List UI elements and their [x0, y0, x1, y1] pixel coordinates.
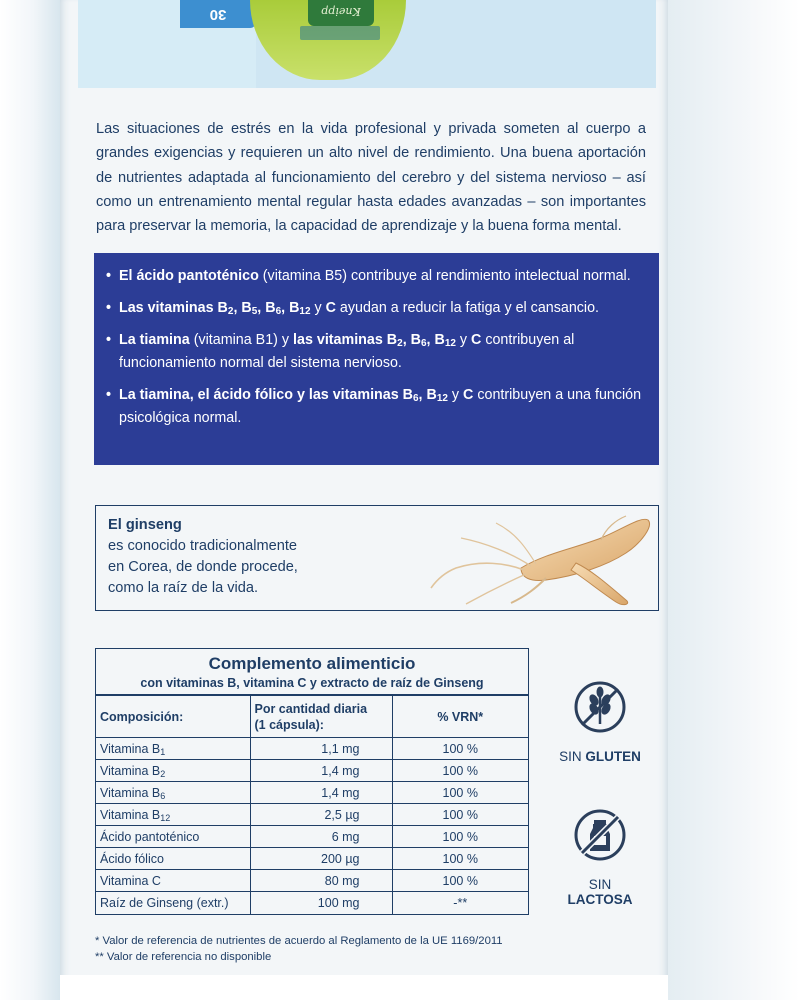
nutrient-name [96, 892, 250, 914]
ginseng-line: como la raíz de la vida. [108, 580, 259, 596]
table-row [96, 738, 528, 760]
nutrient-name [96, 826, 250, 848]
subscript: 6 [412, 393, 419, 404]
lactose-free-icon [573, 808, 627, 862]
benefit-bold-text: La tiamina [119, 332, 190, 348]
subscript: 12 [444, 338, 456, 349]
box-left-edge [0, 0, 60, 1000]
table-row [96, 782, 528, 804]
subscript: 6 [275, 306, 282, 317]
subscript: 2 [160, 768, 166, 779]
nutrient-label: Ácido fólico [100, 851, 164, 866]
header-line: (1 cápsula): [254, 717, 324, 732]
nutrient-vrn: -** [392, 892, 528, 914]
badge-bold: LACTOSA [567, 892, 633, 907]
subscript: 5 [251, 306, 258, 317]
nutrient-amount: 1,4 mg [250, 782, 392, 804]
table-header-row [96, 696, 528, 738]
badge-prefix: SIN [588, 877, 612, 892]
nutrient-name [96, 870, 250, 892]
ginseng-info-box [95, 505, 659, 611]
table-row [96, 870, 528, 892]
subscript: 2 [227, 306, 234, 317]
nutrition-header [96, 649, 528, 695]
subscript: 12 [436, 393, 448, 404]
benefit-item: • Las vitaminas $B_2$, $B_5$, $B_6$, $B_{12}$ y C ayudan a reducir la fatiga y el cansancio. [106, 297, 647, 320]
nutrition-subtitle: con vitaminas B, vitamina C y extracto de raíz de Ginseng [140, 676, 484, 690]
table-row [96, 826, 528, 848]
column-header-daily-amount [250, 696, 392, 738]
benefit-bold-text: La tiamina, el ácido fólico y las vitaminas $B_6$, $B_{12}$ [119, 387, 448, 404]
nutrient-amount: 1,1 mg [250, 738, 392, 760]
brand-logo-text: Kneipp [321, 5, 361, 18]
nutrient-name [96, 782, 250, 804]
footnotes [95, 933, 555, 965]
header-line: Por cantidad diaria [254, 701, 368, 716]
benefits-box [94, 253, 659, 465]
nutrient-vrn: 100 % [392, 782, 528, 804]
nutrient-name [96, 738, 250, 760]
footnote-vrn: * Valor de referencia de nutrientes de acuerdo al Reglamento de la UE 1169/2011 [95, 935, 503, 947]
nutrient-vrn: 100 % [392, 848, 528, 870]
subscript: 12 [299, 306, 311, 317]
vitamin-b-label: La tiamina, el ácido fólico y las vitaminas B [119, 387, 413, 403]
vitamin-c-label: C [325, 300, 336, 316]
brand-logo [308, 0, 374, 26]
nutrient-name [96, 848, 250, 870]
nutrient-amount: 80 mg [250, 870, 392, 892]
nutrient-label: Vitamina B [100, 785, 161, 800]
benefit-item: • La tiamina, el ácido fólico y las vitaminas $B_6$, $B_{12}$ y C contribuyen a una función psicológica normal. [106, 384, 647, 430]
benefit-text: ayudan a reducir la fatiga y el cansancio. [335, 300, 600, 316]
benefit-bold-text: las vitaminas $B_2$, $B_6$, $B_{12}$ [293, 332, 456, 349]
intro-paragraph: Las situaciones de estrés en la vida profesional y privada someten al cuerpo a grandes exigencias y requieren un alto nivel de rendimiento. Una buena aportación de nutrientes adaptada al funcionamiento del cerebro y del sistema nervioso – así como un entrenamiento mental regular hasta edades avanzadas – son importantes para preservar la memoria, la capacidad de aprendizaje y la buena forma mental. [96, 121, 646, 235]
subscript: 6 [420, 338, 427, 349]
nutrition-facts-table [95, 648, 529, 915]
benefit-text: contribuyen al funcionamiento normal del sistema nervioso. [119, 332, 575, 371]
column-header-composition: Composición: [96, 696, 250, 738]
ginseng-line: es conocido tradicionalmente [108, 538, 298, 554]
nutrient-vrn: 100 % [392, 870, 528, 892]
table-row [96, 804, 528, 826]
vitamin-b-label: Las vitaminas B [119, 300, 228, 316]
subscript: 6 [160, 790, 166, 801]
table-row [96, 892, 528, 914]
nutrient-vrn: 100 % [392, 804, 528, 826]
gluten-free-icon [573, 680, 627, 734]
nutrient-label: Ácido pantoténico [100, 829, 200, 844]
nutrient-amount: 100 mg [250, 892, 392, 914]
ginseng-title: El ginseng [108, 517, 182, 533]
vitamin-c-label: C [463, 387, 474, 403]
table-row [96, 760, 528, 782]
nutrient-amount: 6 mg [250, 826, 392, 848]
nutrient-vrn: 100 % [392, 760, 528, 782]
composition-table [96, 695, 528, 914]
badge-bold: GLUTEN [585, 749, 641, 764]
nutrient-amount: 200 µg [250, 848, 392, 870]
nutrient-amount: 1,4 mg [250, 760, 392, 782]
benefit-bold-text: Las vitaminas $B_2$, $B_5$, $B_6$, $B_{12}$ [119, 300, 311, 317]
nutrient-vrn: 100 % [392, 826, 528, 848]
capsule-count-text: 30 [209, 6, 227, 23]
subscript: 2 [397, 338, 403, 349]
ginseng-text [108, 515, 358, 599]
ginseng-line: en Corea, de donde procede, [108, 559, 298, 575]
benefit-bold-text: El ácido pantoténico [119, 268, 259, 284]
ginseng-root-image [426, 508, 656, 608]
nutrient-label: Raíz de Ginseng (extr.) [100, 895, 229, 910]
gluten-free-badge [555, 680, 645, 764]
benefit-text: contribuyen a una función psicológica normal. [119, 387, 642, 426]
capsule-count-badge [180, 0, 256, 28]
nutrient-label: Vitamina B [100, 763, 161, 778]
product-name-strip [300, 26, 380, 40]
vitamin-c-label: C [471, 332, 482, 348]
nutrient-label: Vitamina C [100, 873, 161, 888]
benefit-text: (vitamina B1) y [189, 332, 294, 348]
benefit-item: • La tiamina (vitamina B1) y las vitaminas $B_2$, $B_6$, $B_{12}$ y C contribuyen al funcionamiento normal del sistema nervioso. [106, 329, 647, 375]
badge-prefix: SIN [559, 749, 586, 764]
vitamin-b-label: las vitaminas B [293, 332, 398, 348]
box-right-edge [668, 0, 800, 1000]
nutrient-amount: 2,5 µg [250, 804, 392, 826]
lactose-free-label [555, 877, 645, 907]
nutrient-vrn: 100 % [392, 738, 528, 760]
package-bottom-edge [60, 975, 668, 1000]
gluten-free-label [555, 749, 645, 764]
table-row [96, 848, 528, 870]
subscript: 1 [160, 746, 166, 757]
lactose-free-badge [555, 808, 645, 907]
nutrient-name [96, 760, 250, 782]
nutrition-title: Complemento alimenticio [208, 654, 416, 673]
benefit-text: (vitamina B5) contribuye al rendimiento intelectual normal. [258, 268, 631, 284]
nutrient-label: Vitamina B [100, 807, 161, 822]
subscript: 12 [160, 812, 171, 823]
nutrient-label: Vitamina B [100, 741, 161, 756]
column-header-vrn: % VRN* [392, 696, 528, 738]
footnote-not-available: ** Valor de referencia no disponible [95, 951, 272, 963]
benefit-item [106, 265, 647, 288]
nutrient-name [96, 804, 250, 826]
